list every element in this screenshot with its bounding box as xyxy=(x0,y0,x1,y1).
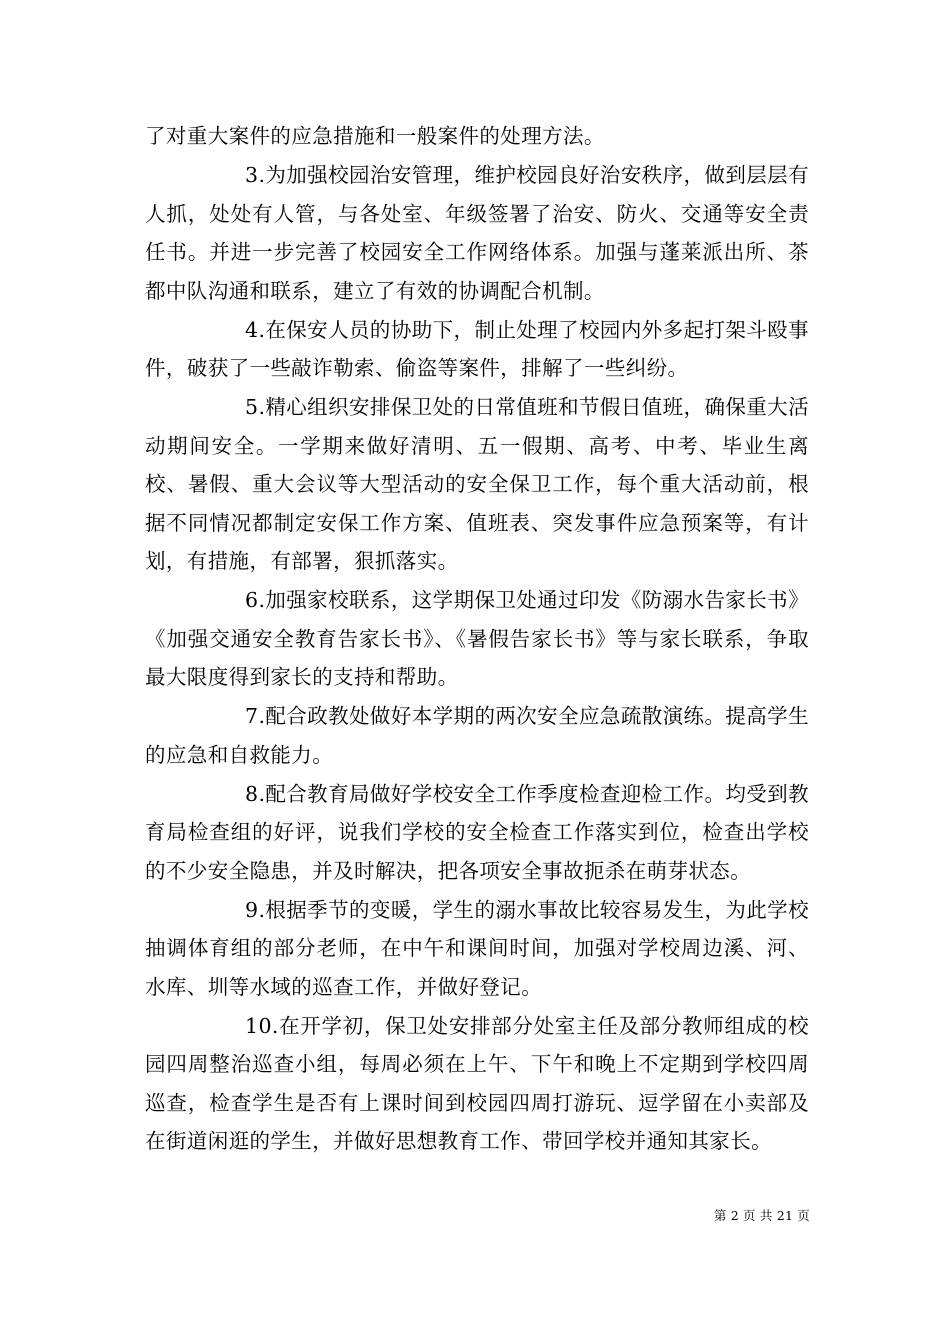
paragraph-item-6: 6.加强家校联系，这学期保卫处通过印发《防溺水告家长书》《加强交通安全教育告家长书》、《暑假告家长书》等与家长联系，争取最大限度得到家长的支持和帮助。 xyxy=(145,588,809,689)
paragraph-item-7: 7.配合政教处做好本学期的两次安全应急疏散演练。提高学生的应急和自救能力。 xyxy=(145,704,809,767)
paragraph-item-10: 10.在开学初，保卫处安排部分处室主任及部分教师组成的校园四周整治巡查小组，每周必须在上午、下午和晚上不定期到学校四周巡查，检查学生是否有上课时间到校园四周打游玩、逗学留在小卖部及在街道闲逛的学生，并做好思想教育工作、带回学校并通知其家长。 xyxy=(145,1013,809,1153)
paragraph-continuation: 了对重大案件的应急措施和一般案件的处理方法。 xyxy=(145,124,605,148)
paragraph-item-3: 3.为加强校园治安管理，维护校园良好治安秩序，做到层层有人抓，处处有人管，与各处室、年级签署了治安、防火、交通等安全责任书。并进一步完善了校园安全工作网络体系。加强与蓬莱派出所、茶都中队沟通和联系，建立了有效的协调配合机制。 xyxy=(145,163,809,303)
page-number-footer: 第 2 页 共 21 页 xyxy=(713,1208,810,1223)
paragraph-item-8: 8.配合教育局做好学校安全工作季度检查迎检工作。均受到教育局检查组的好评，说我们学校的安全检查工作落实到位，检查出学校的不少安全隐患，并及时解决，把各项安全事故扼杀在萌芽状态。 xyxy=(145,781,809,883)
paragraph-item-4: 4.在保安人员的协助下，制止处理了校园内外多起打架斗殴事件，破获了一些敲诈勒索、偷盗等案件，排解了一些纠纷。 xyxy=(145,317,809,380)
paragraph-item-9: 9.根据季节的变暖，学生的溺水事故比较容易发生，为此学校抽调体育组的部分老师，在中午和课间时间，加强对学校周边溪、河、水库、圳等水域的巡查工作，并做好登记。 xyxy=(145,897,809,999)
paragraph-item-5: 5.精心组织安排保卫处的日常值班和节假日值班，确保重大活动期间安全。一学期来做好清明、五一假期、高考、中考、毕业生离校、暑假、重大会议等大型活动的安全保卫工作，每个重大活动前，根据不同情况都制定安保工作方案、值班表、突发事件应急预案等，有计划，有措施，有部署，狠抓落实。 xyxy=(145,395,809,573)
document-body xyxy=(145,117,809,1161)
